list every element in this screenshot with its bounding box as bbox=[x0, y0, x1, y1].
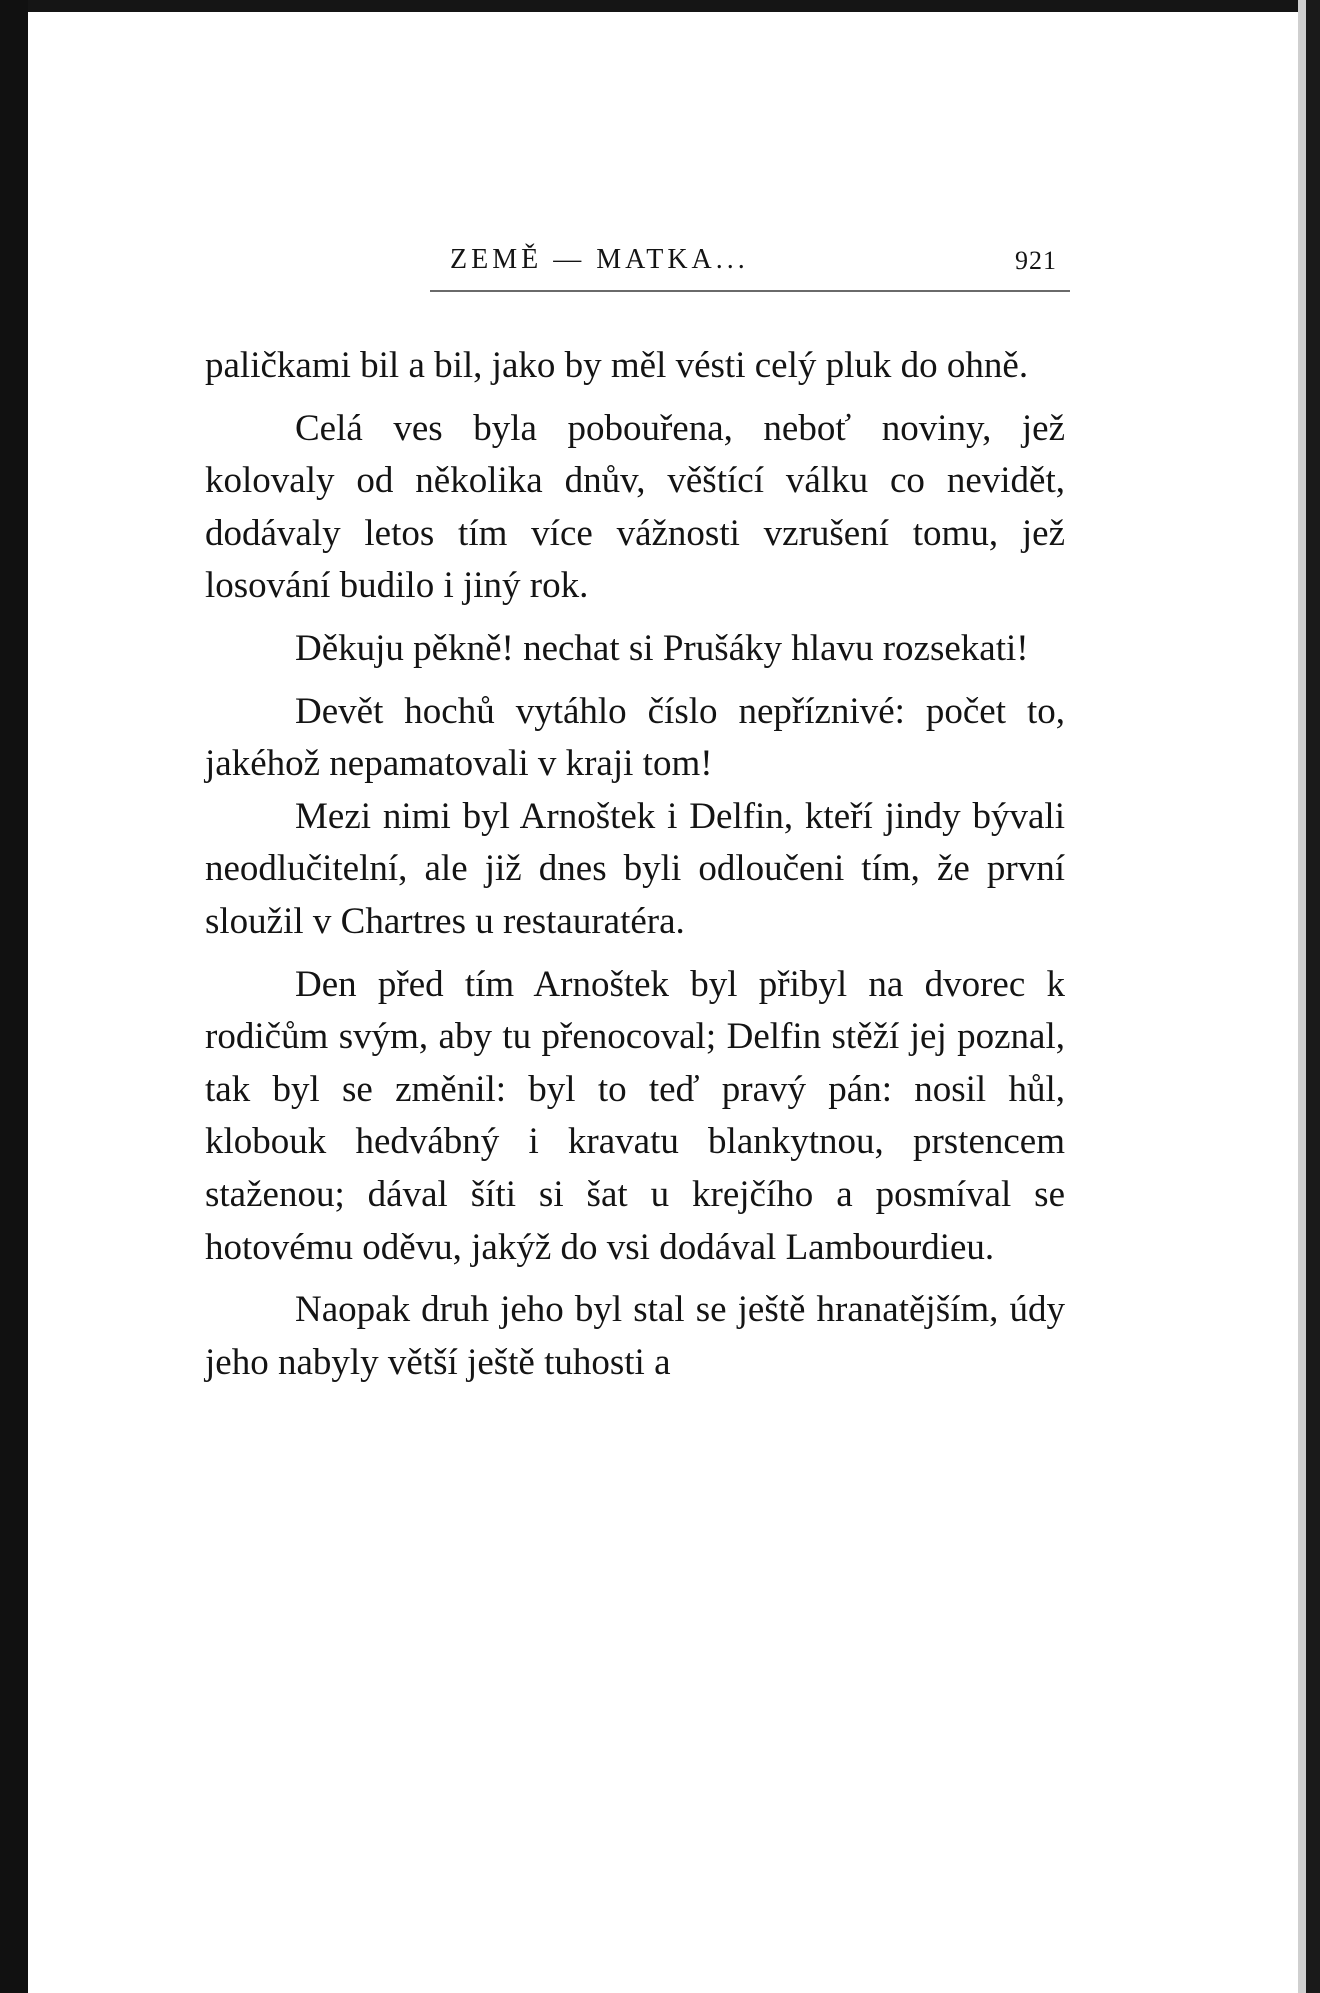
scan-border-right bbox=[1306, 0, 1320, 1993]
scan-shadow-right bbox=[1298, 0, 1306, 1993]
paragraph: Celá ves byla pobouřena, neboť noviny, jež kolovaly od několika dnův, věštící válku co nevidět, dodávaly letos tím více vážnosti vzrušení tomu, jež losování budilo i jiný rok. bbox=[205, 407, 1065, 607]
header-rule bbox=[430, 290, 1070, 292]
paragraph-continuation: paličkami bil a bil, jako by měl vésti celý pluk do ohně. bbox=[205, 345, 1029, 386]
book-page bbox=[205, 238, 1065, 1389]
paragraph: Devět hochů vytáhlo číslo nepříznivé: počet to, jakéhož nepamatovali v kraji tom! bbox=[205, 690, 1065, 785]
paragraph: Den před tím Arnoštek byl přibyl na dvorec k rodičům svým, aby tu přenocoval; Delfin stěží jej poznal, tak byl se změnil: byl to teď pravý pán: nosil hůl, klobouk hedvábný i kravatu blankytnou, prstencem staženou; dával šíti si šat u krejčího a posmíval se hotovému oděvu, jakýž do vsi dodával Lambourdieu. bbox=[205, 963, 1065, 1268]
paragraph: Děkuju pěkně! nechat si Prušáky hlavu rozsekati! bbox=[295, 627, 1029, 669]
paragraph: Mezi nimi byl Arnoštek i Delfin, kteří jindy bývali neodlučitelní, ale již dnes byli odloučeni tím, že první sloužil v Chartres u restauratéra. bbox=[205, 795, 1065, 942]
running-title: ZEMĚ — MATKA... bbox=[450, 244, 749, 275]
scan-border-left bbox=[0, 0, 28, 1993]
paragraph: Naopak druh jeho byl stal se ještě hranatějším, údy jeho nabyly větší ještě tuhosti a bbox=[205, 1289, 1065, 1383]
running-header bbox=[205, 238, 1065, 282]
scan-border-top bbox=[0, 0, 1320, 12]
body-text bbox=[205, 340, 1065, 1389]
page-number: 921 bbox=[1015, 246, 1057, 275]
